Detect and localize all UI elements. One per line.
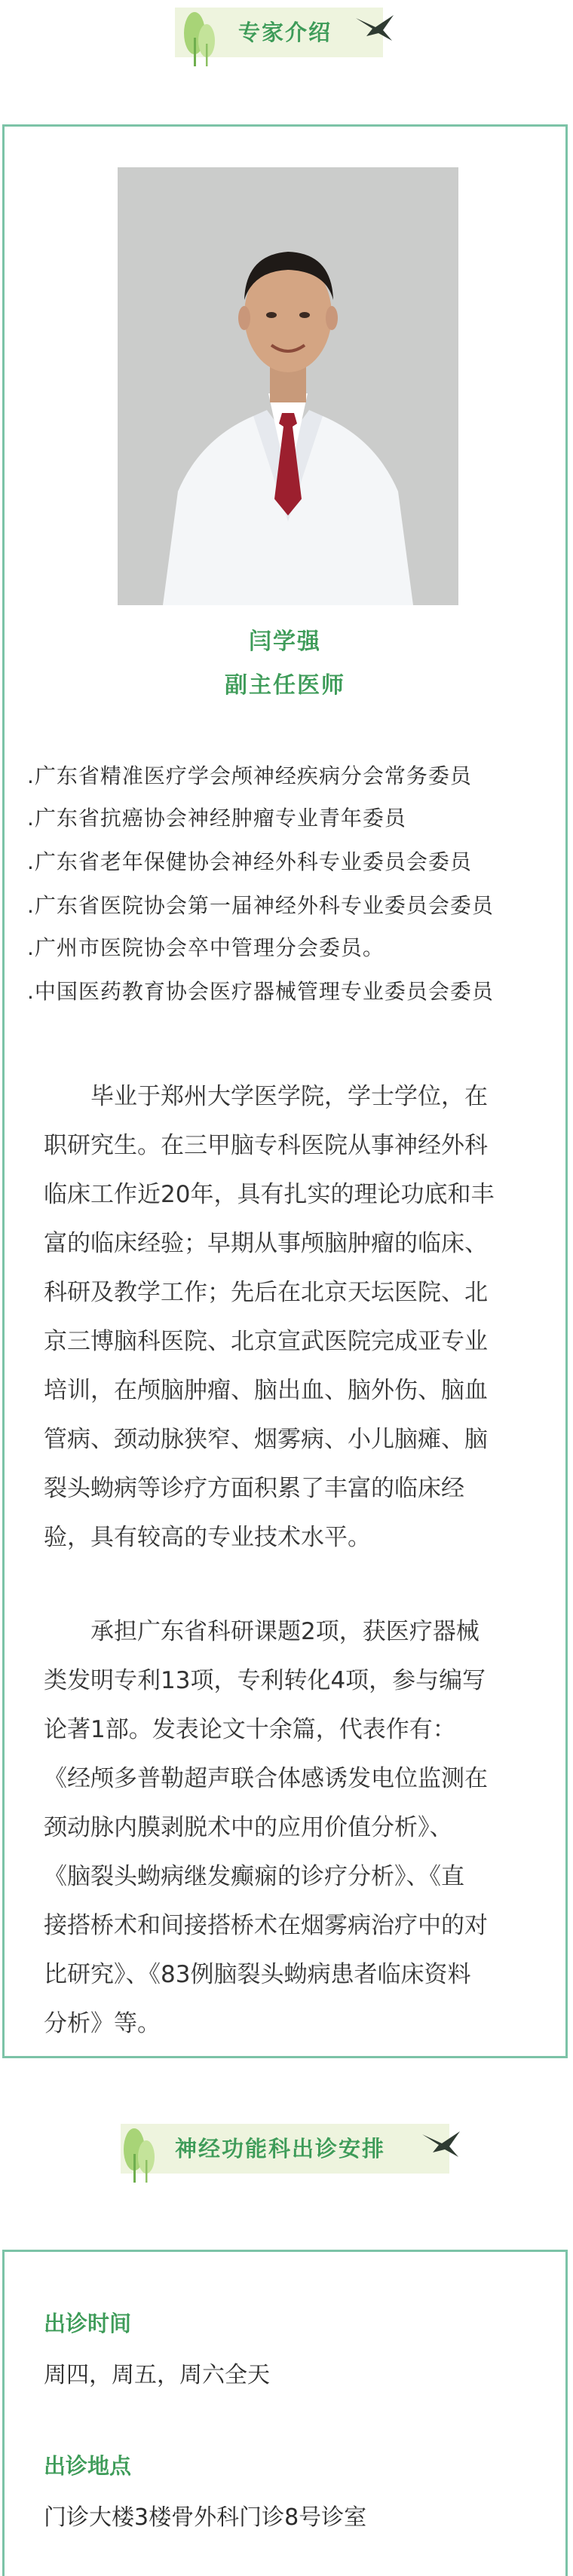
role-item: .广东省医院协会第一届神经外科专业委员会委员 bbox=[27, 893, 494, 918]
leaf-icon bbox=[107, 2116, 167, 2184]
leaf-icon bbox=[167, 0, 228, 68]
schedule-time-value: 周四，周五，周六全天 bbox=[44, 2362, 270, 2388]
bio-line: 职研究生。在三甲脑专科医院从事神经外科 bbox=[44, 1132, 488, 1159]
bio-line: 裂头蚴病等诊疗方面积累了丰富的临床经 bbox=[44, 1475, 464, 1502]
role-item: .广东省精准医疗学会颅神经疾病分会常务委员 bbox=[27, 763, 472, 788]
expert-card bbox=[2, 124, 568, 2058]
schedule-place-value: 门诊大楼3楼骨外科门诊8号诊室 bbox=[44, 2504, 367, 2531]
doctor-name: 闫学强 bbox=[249, 629, 321, 655]
research-line: 承担广东省科研课题2项，获医疗器械 bbox=[44, 1618, 480, 1645]
research-line: 论著1部。发表论文十余篇，代表作有： bbox=[44, 1716, 456, 1743]
schedule-heading: 神经功能科出诊安排 bbox=[175, 2136, 386, 2161]
role-item: .广州市医院协会卒中管理分会委员。 bbox=[27, 935, 385, 960]
bio-line: 验，具有较高的专业技术水平。 bbox=[44, 1524, 371, 1551]
research-line: 比研究》、《83例脑裂头蚴病患者临床资料 bbox=[44, 1961, 471, 1988]
bio-line: 毕业于郑州大学医学院，学士学位，在 bbox=[44, 1083, 488, 1110]
doctor-title: 副主任医师 bbox=[225, 672, 345, 699]
research-line: 类发明专利13项，专利转化4项，参与编写 bbox=[44, 1667, 486, 1694]
research-line: 《脑裂头蚴病继发癫痫的诊疗分析》、《直 bbox=[44, 1863, 464, 1890]
research-line: 分析》等。 bbox=[44, 2010, 161, 2037]
schedule-time-label: 出诊时间 bbox=[44, 2311, 132, 2336]
bio-line: 临床工作近20年，具有扎实的理论功底和丰 bbox=[44, 1181, 495, 1208]
doctor-portrait-image bbox=[118, 167, 458, 605]
schedule-banner bbox=[0, 2116, 573, 2184]
research-line: 《经颅多普勒超声联合体感诱发电位监测在 bbox=[44, 1765, 488, 1792]
research-line: 颈动脉内膜剥脱术中的应用价值分析》、 bbox=[44, 1814, 453, 1841]
schedule-card bbox=[2, 2250, 568, 2576]
expert-heading: 专家介绍 bbox=[238, 20, 332, 45]
schedule-place-label: 出诊地点 bbox=[44, 2453, 132, 2479]
expert-banner bbox=[0, 0, 573, 68]
role-item: .广东省抗癌协会神经肿瘤专业青年委员 bbox=[27, 806, 406, 831]
role-item: .广东省老年保健协会神经外科专业委员会委员 bbox=[27, 849, 472, 874]
bio-line: 科研及教学工作；先后在北京天坛医院、北 bbox=[44, 1279, 488, 1306]
role-item: .中国医药教育协会医疗器械管理专业委员会委员 bbox=[27, 979, 494, 1004]
swallow-icon bbox=[419, 2127, 463, 2160]
doctor-photo bbox=[118, 167, 458, 605]
research-line: 接搭桥术和间接搭桥术在烟雾病治疗中的对 bbox=[44, 1912, 488, 1939]
swallow-icon bbox=[353, 11, 397, 44]
bio-line: 培训，在颅脑肿瘤、脑出血、脑外伤、脑血 bbox=[44, 1377, 488, 1404]
bio-line: 富的临床经验；早期从事颅脑肿瘤的临床、 bbox=[44, 1230, 488, 1257]
bio-line: 京三博脑科医院、北京宣武医院完成亚专业 bbox=[44, 1328, 488, 1355]
bio-line: 管病、颈动脉狭窄、烟雾病、小儿脑瘫、脑 bbox=[44, 1426, 488, 1453]
